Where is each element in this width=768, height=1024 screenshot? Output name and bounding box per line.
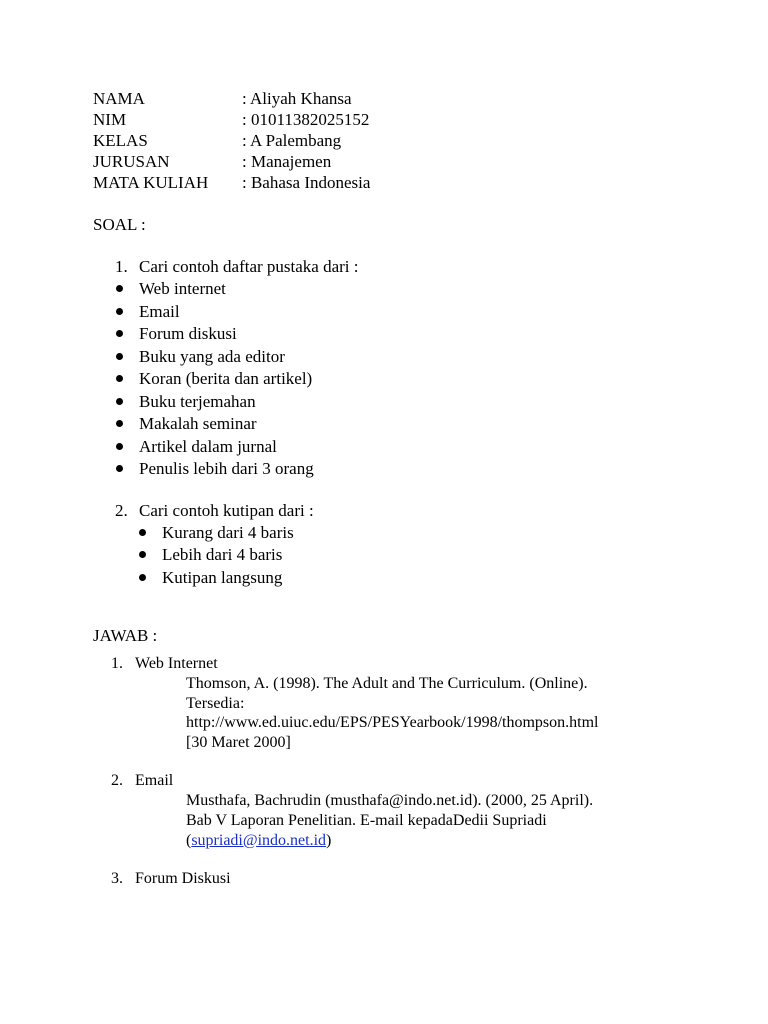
paren-open: ( — [186, 832, 192, 849]
bullet-icon — [116, 375, 123, 382]
list-item: Kurang dari 4 baris — [162, 523, 294, 542]
list-item: Buku terjemahan — [139, 392, 256, 411]
a3-title: Forum Diskusi — [135, 870, 231, 887]
email-link[interactable]: supriadi@indo.net.id — [191, 832, 327, 849]
list-item: Koran (berita dan artikel) — [139, 369, 313, 388]
value-nama: : Aliyah Khansa — [242, 89, 352, 108]
bullet-icon — [116, 398, 123, 405]
list-item: Buku yang ada editor — [139, 347, 285, 366]
q1-text: Cari contoh daftar pustaka dari : — [139, 257, 359, 276]
bullet-icon — [116, 353, 123, 360]
citation-line: http://www.ed.uiuc.edu/EPS/PESYearbook/1998/thompson.html — [186, 714, 599, 731]
bullet-icon — [116, 285, 123, 292]
bullet-icon — [116, 443, 123, 450]
paren-close: ) — [326, 832, 332, 849]
a2-title: Email — [135, 772, 174, 789]
citation-line: Bab V Laporan Penelitian. E-mail kepadaDedii Supriadi — [186, 812, 547, 829]
a2-number: 2. — [111, 772, 123, 789]
a3-number: 3. — [111, 870, 123, 887]
label-mata-kuliah: MATA KULIAH — [93, 173, 209, 192]
value-mata-kuliah: : Bahasa Indonesia — [242, 173, 371, 192]
list-item: Lebih dari 4 baris — [162, 545, 283, 564]
list-item: Kutipan langsung — [162, 568, 283, 587]
bullet-icon — [116, 330, 123, 337]
q1-number: 1. — [115, 257, 128, 276]
label-nim: NIM — [93, 110, 127, 129]
citation-line — [186, 831, 331, 851]
citation-line: Thomson, A. (1998). The Adult and The Curriculum. (Online). — [186, 675, 588, 692]
list-item: Makalah seminar — [139, 414, 257, 433]
a1-number: 1. — [111, 655, 123, 672]
bullet-icon — [116, 308, 123, 315]
value-nim: : 01011382025152 — [242, 110, 370, 129]
bullet-icon — [116, 420, 123, 427]
q2-text: Cari contoh kutipan dari : — [139, 501, 314, 520]
label-kelas: KELAS — [93, 131, 148, 150]
value-kelas: : A Palembang — [242, 131, 342, 150]
citation-line: [30 Maret 2000] — [186, 734, 291, 751]
list-item: Forum diskusi — [139, 324, 237, 343]
bullet-icon — [139, 529, 146, 536]
a1-title: Web Internet — [135, 655, 218, 672]
citation-line: Tersedia: — [186, 695, 245, 712]
bullet-icon — [139, 551, 146, 558]
list-item: Penulis lebih dari 3 orang — [139, 459, 314, 478]
value-jurusan: : Manajemen — [242, 152, 332, 171]
list-item: Artikel dalam jurnal — [139, 437, 277, 456]
jawab-heading: JAWAB : — [93, 626, 158, 645]
bullet-icon — [116, 465, 123, 472]
label-jurusan: JURUSAN — [93, 152, 170, 171]
q2-number: 2. — [115, 501, 128, 520]
list-item: Web internet — [139, 279, 226, 298]
soal-heading: SOAL : — [93, 215, 146, 234]
bullet-icon — [139, 574, 146, 581]
label-nama: NAMA — [93, 89, 145, 108]
list-item: Email — [139, 302, 180, 321]
citation-line: Musthafa, Bachrudin (musthafa@indo.net.id). (2000, 25 April). — [186, 792, 594, 809]
